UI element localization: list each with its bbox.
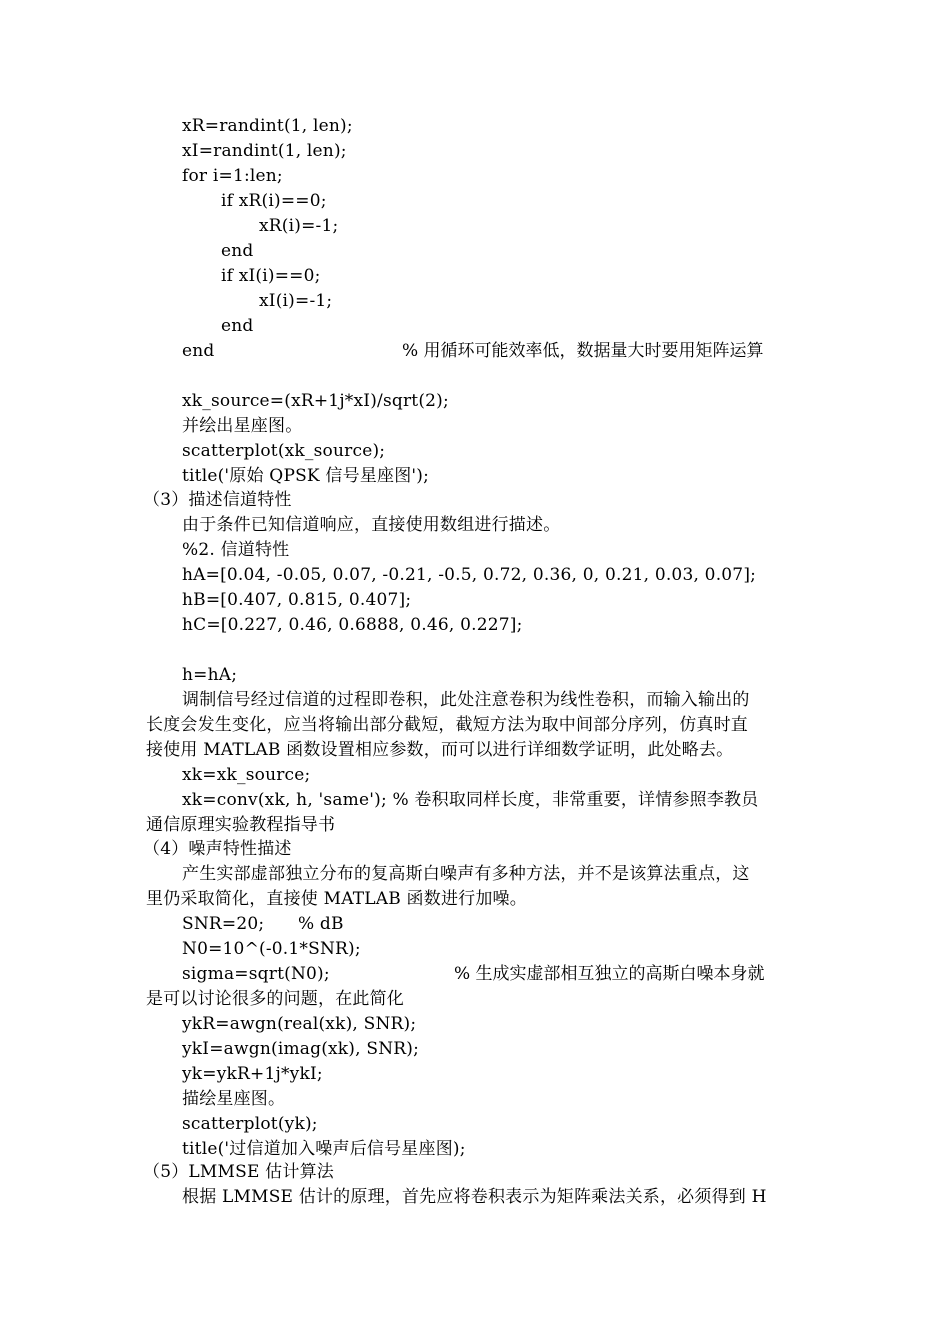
section-heading: （5）LMMSE 估计算法 — [143, 1162, 334, 1182]
body-text: 根据 LMMSE 估计的原理，首先应将卷积表示为矩阵乘法关系，必须得到 H — [182, 1187, 767, 1207]
code-line: if xI(i)==0; — [221, 266, 321, 286]
code-line: title('过信道加入噪声后信号星座图); — [182, 1139, 466, 1159]
code-line: xk=xk_source; — [182, 765, 311, 785]
code-line: if xR(i)==0; — [221, 191, 327, 211]
code-line: xk_source=(xR+1j*xI)/sqrt(2); — [182, 391, 449, 411]
code-line: xR=randint(1, len); — [182, 116, 353, 136]
code-comment: %2. 信道特性 — [182, 540, 290, 560]
code-line: sigma=sqrt(N0); — [182, 964, 330, 984]
code-line: scatterplot(yk); — [182, 1114, 318, 1134]
code-line: hC=[0.227, 0.46, 0.6888, 0.46, 0.227]; — [182, 615, 523, 635]
code-line: N0=10^(-0.1*SNR); — [182, 939, 361, 959]
code-comment: % 生成实虚部相互独立的高斯白噪本身就 — [454, 964, 765, 984]
code-line: hB=[0.407, 0.815, 0.407]; — [182, 590, 412, 610]
body-text: 里仍采取简化，直接使 MATLAB 函数进行加噪。 — [146, 889, 527, 909]
code-line: xR(i)=-1; — [259, 216, 339, 236]
code-comment: % 用循环可能效率低，数据量大时要用矩阵运算 — [402, 341, 764, 361]
code-line: xI=randint(1, len); — [182, 141, 347, 161]
body-text: 调制信号经过信道的过程即卷积，此处注意卷积为线性卷积，而输入输出的 — [182, 690, 750, 710]
code-line: end — [221, 316, 254, 336]
code-line: ykI=awgn(imag(xk), SNR); — [182, 1039, 420, 1059]
code-line: xk=conv(xk, h, 'same'); % 卷积取同样长度，非常重要，详情参照李教员 — [182, 790, 759, 810]
code-line: yk=ykR+1j*ykI; — [182, 1064, 323, 1084]
code-line: end — [221, 241, 254, 261]
code-line: ykR=awgn(real(xk), SNR); — [182, 1014, 417, 1034]
code-line: SNR=20; % dB — [182, 914, 344, 934]
body-text: 通信原理实验教程指导书 — [146, 815, 336, 835]
body-text: 由于条件已知信道响应，直接使用数组进行描述。 — [182, 515, 561, 535]
body-text: 产生实部虚部独立分布的复高斯白噪声有多种方法，并不是该算法重点，这 — [182, 864, 750, 884]
code-line: hA=[0.04, -0.05, 0.07, -0.21, -0.5, 0.72, 0.36, 0, 0.21, 0.03, 0.07]; — [182, 565, 757, 585]
section-heading: （4）噪声特性描述 — [143, 839, 292, 859]
code-line: scatterplot(xk_source); — [182, 441, 386, 461]
code-line: end — [182, 341, 215, 361]
code-line: for i=1:len; — [182, 166, 283, 186]
section-heading: （3）描述信道特性 — [143, 490, 292, 510]
body-text: 描绘星座图。 — [182, 1089, 286, 1109]
body-text: 接使用 MATLAB 函数设置相应参数，而可以进行详细数学证明，此处略去。 — [146, 740, 734, 760]
body-text: 是可以讨论很多的问题，在此简化 — [146, 989, 404, 1009]
body-text: 长度会发生变化，应当将输出部分截短，截短方法为取中间部分序列，仿真时直 — [146, 715, 748, 735]
code-line: xI(i)=-1; — [259, 291, 333, 311]
code-line: h=hA; — [182, 665, 238, 685]
code-line: title('原始 QPSK 信号星座图'); — [182, 466, 430, 486]
body-text: 并绘出星座图。 — [182, 416, 303, 436]
